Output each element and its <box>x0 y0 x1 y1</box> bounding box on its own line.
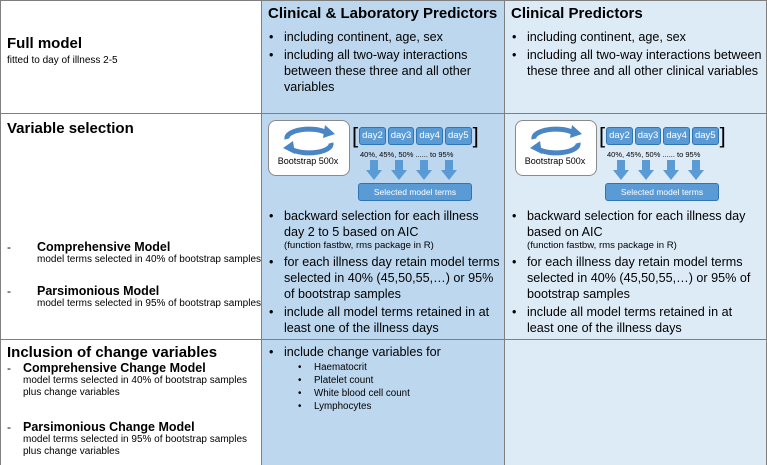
clinical-lab-change-cell <box>262 340 505 465</box>
parsimonious-change-desc: model terms selected in 95% of bootstrap samples <box>23 434 247 445</box>
list-item: • Haematocrit <box>284 361 500 374</box>
full-model-cell <box>0 0 262 114</box>
list-item: • include all model terms retained in at least one of the illness days <box>266 304 500 336</box>
bootstrap-box <box>268 120 350 176</box>
list-item: • for each illness day retain model terms selected in 40% (45,50,55,…) or 95% of bootstrap samples <box>509 254 762 302</box>
list-item: • including all two-way interactions between these three and all other variables <box>266 47 500 95</box>
variable-selection-title: Variable selection <box>7 120 134 137</box>
parsimonious-model-item: - Parsimonious Model model terms selected in 95% of bootstrap samples <box>7 284 261 309</box>
change-variables-cell <box>0 340 262 465</box>
selected-model-terms-box: Selected model terms <box>358 183 472 201</box>
list-item: • include all model terms retained in at least one of the illness days <box>509 304 762 336</box>
list-item: • include change variables for • Haematocrit • Platelet count • White blood cell count • Lymphocytes <box>266 344 500 413</box>
comprehensive-model-title: Comprehensive Model <box>37 240 171 254</box>
clinical-header: Clinical Predictors <box>511 5 643 22</box>
bootstrap-box <box>515 120 597 176</box>
change-variables-title: Inclusion of change variables <box>7 344 218 361</box>
list-item: • including all two-way interactions between these three and all other clinical variables <box>509 47 762 79</box>
list-item: • including continent, age, sex <box>509 29 762 45</box>
percent-range: 40%, 45%, 50% ...... to 95% <box>360 150 454 159</box>
day-box: day3 <box>388 127 415 145</box>
parsimonious-change-desc2: plus change variables <box>23 446 120 457</box>
parsimonious-model-title: Parsimonious Model <box>37 284 160 298</box>
list-item: • backward selection for each illness day based on AIC (function fastbw, rms package in R) <box>509 208 762 252</box>
clinical-selection-list <box>509 208 762 338</box>
parsimonious-model-desc: model terms selected in 95% of bootstrap samples <box>37 298 261 309</box>
down-arrow-icon <box>366 160 466 182</box>
parsimonious-change-item: - Parsimonious Change Model model terms selected in 95% of bootstrap samples plus change variables <box>7 420 247 457</box>
comprehensive-change-desc2: plus change variables <box>23 387 120 398</box>
day-box: day5 <box>692 127 719 145</box>
clinical-selection-cell <box>505 114 767 340</box>
percent-range: 40%, 45%, 50% ...... to 95% <box>607 150 701 159</box>
full-model-title: Full model <box>7 35 82 52</box>
clinical-lab-selection-list <box>266 208 500 338</box>
clinical-lab-header: Clinical & Laboratory Predictors <box>268 5 498 22</box>
bootstrap-label: Bootstrap 500x <box>524 156 586 166</box>
day-box: day3 <box>635 127 662 145</box>
day-box: day5 <box>445 127 472 145</box>
day-box: day2 <box>606 127 633 145</box>
comprehensive-change-title: Comprehensive Change Model <box>23 361 206 375</box>
clinical-header-cell <box>505 0 767 114</box>
comprehensive-model-item: - Comprehensive Model model terms selected in 40% of bootstrap samples <box>7 240 261 265</box>
clinical-lab-selection-cell <box>262 114 505 340</box>
days-group: [ day2 day3 day4 day5 ] <box>352 123 479 148</box>
list-item: • Platelet count <box>284 374 500 387</box>
clinical-change-cell <box>505 340 767 465</box>
day-box: day2 <box>359 127 386 145</box>
refresh-cycle-icon <box>269 121 349 157</box>
variable-selection-cell <box>0 114 262 340</box>
comprehensive-change-item: - Comprehensive Change Model model terms selected in 40% of bootstrap samples plus change variables <box>7 361 247 398</box>
list-item: • Lymphocytes <box>284 400 500 413</box>
list-item: • White blood cell count <box>284 387 500 400</box>
bootstrap-label: Bootstrap 500x <box>277 156 339 166</box>
days-group: [ day2 day3 day4 day5 ] <box>599 123 726 148</box>
comprehensive-change-desc: model terms selected in 40% of bootstrap samples <box>23 375 247 386</box>
day-box: day4 <box>663 127 690 145</box>
list-item: • backward selection for each illness day 2 to 5 based on AIC (function fastbw, rms package in R) <box>266 208 500 252</box>
clinical-fullmodel-list <box>509 29 762 81</box>
selected-model-terms-box: Selected model terms <box>605 183 719 201</box>
change-variables-list <box>266 344 500 415</box>
change-variables-sublist <box>284 361 500 413</box>
parsimonious-change-title: Parsimonious Change Model <box>23 420 195 434</box>
clinical-lab-header-cell <box>262 0 505 114</box>
refresh-cycle-icon <box>516 121 596 157</box>
full-model-subtitle: fitted to day of illness 2-5 <box>7 55 118 66</box>
list-item: • including continent, age, sex <box>266 29 500 45</box>
clinical-lab-fullmodel-list <box>266 29 500 97</box>
comprehensive-model-desc: model terms selected in 40% of bootstrap samples <box>37 254 261 265</box>
day-box: day4 <box>416 127 443 145</box>
down-arrow-icon <box>613 160 713 182</box>
list-item: • for each illness day retain model terms selected in 40% (45,50,55,…) or 95% of bootstrap samples <box>266 254 500 302</box>
